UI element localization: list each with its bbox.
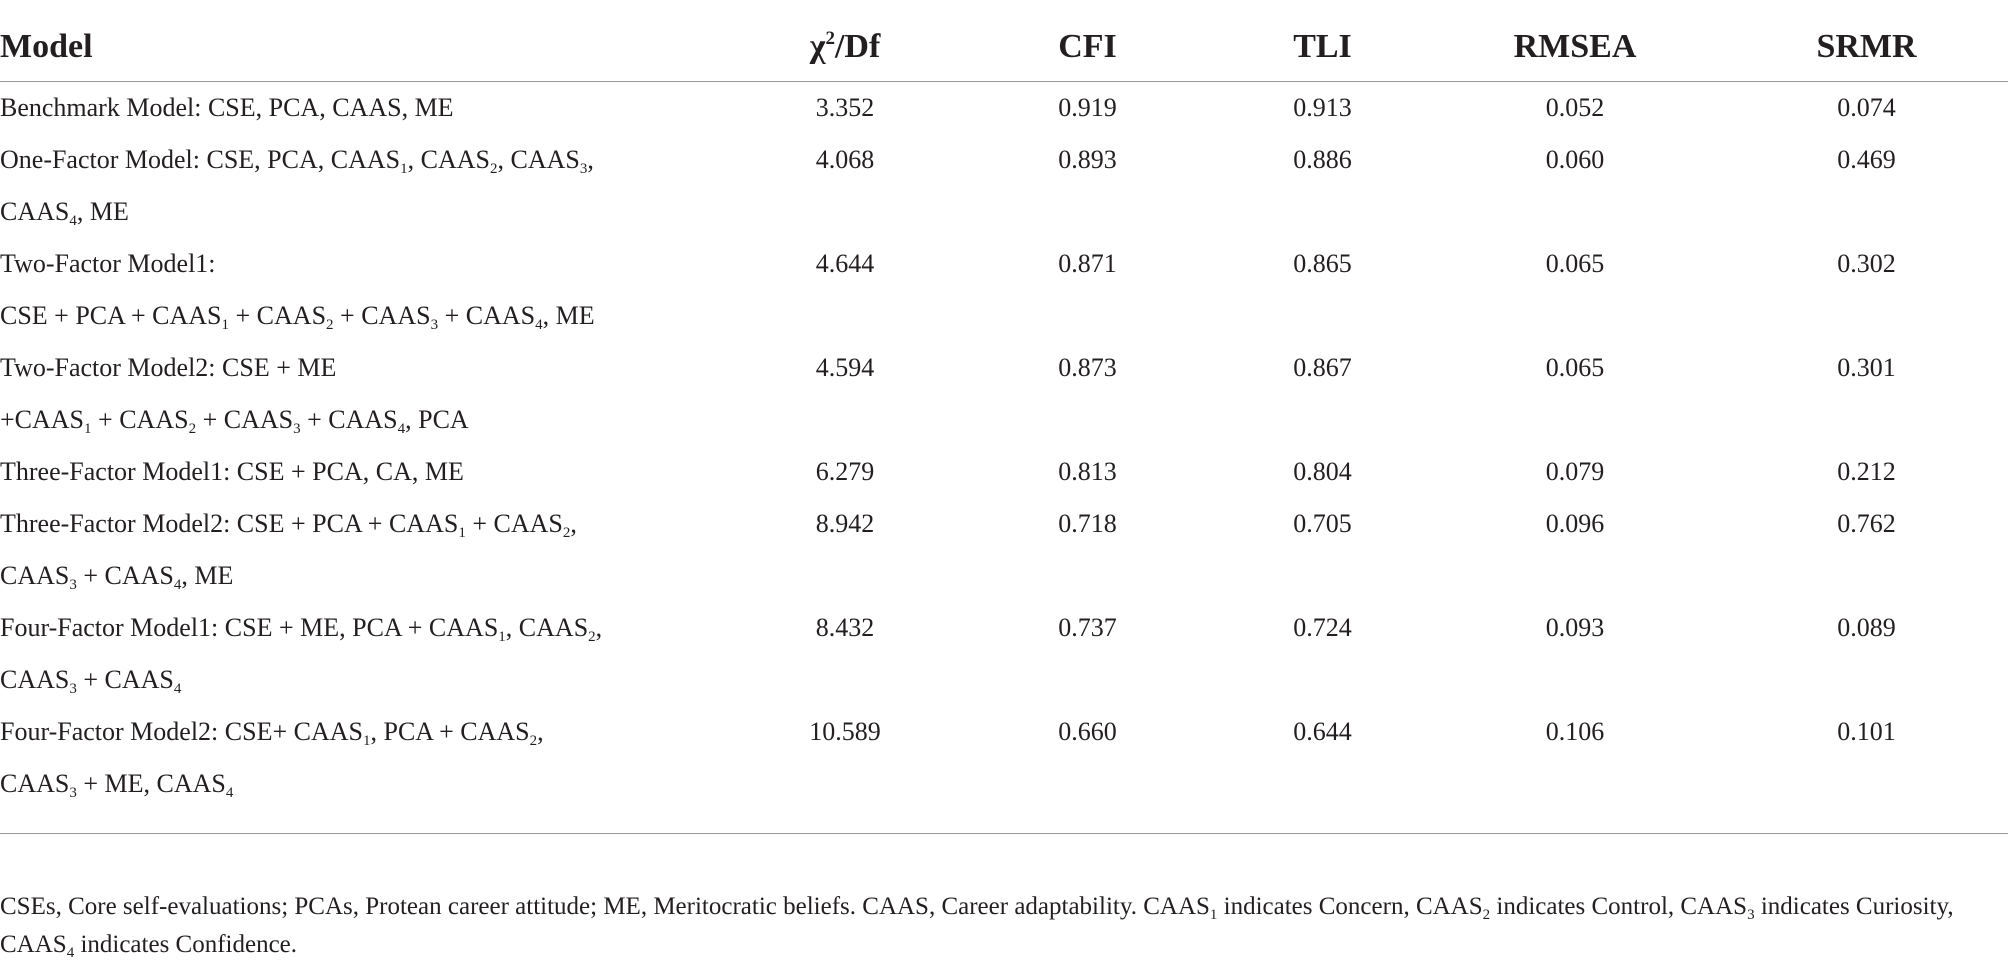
- model-line: [0, 498, 735, 550]
- chi-df-cell: 6.279: [815, 457, 875, 486]
- model-subscript: 1: [458, 525, 466, 541]
- model-cell: [0, 602, 735, 706]
- model-subscript: 4: [173, 577, 182, 593]
- table-row: [0, 134, 2008, 238]
- table-body: [0, 82, 2008, 834]
- model-text: One-Factor Model: CSE, PCA, CAAS: [0, 145, 401, 174]
- footnote-text: indicates Curiosity, CAAS: [0, 893, 1954, 958]
- footnote-subscript: 2: [1482, 907, 1491, 923]
- model-text: Three-Factor Model1: CSE + PCA, CA, ME: [0, 457, 464, 486]
- rmsea-cell: 0.096: [1545, 509, 1605, 538]
- footnote-text: indicates Confidence.: [74, 931, 298, 958]
- footnote-text: indicates Concern, CAAS: [1217, 893, 1483, 920]
- model-text: CSE + PCA + CAAS: [0, 301, 222, 330]
- model-subscript: 2: [188, 421, 197, 437]
- cfi-cell: 0.737: [1058, 613, 1117, 642]
- model-line: [0, 394, 735, 446]
- model-subscript: 2: [489, 161, 498, 177]
- model-text: + CAAS: [465, 509, 563, 538]
- model-text: ,: [570, 509, 577, 538]
- model-text: Benchmark Model: CSE, PCA, CAAS, ME: [0, 93, 454, 122]
- model-text: + CAAS: [333, 301, 431, 330]
- rmsea-cell: 0.106: [1425, 706, 1725, 834]
- model-line: [0, 758, 735, 810]
- table-row: [0, 498, 2008, 602]
- tli-cell: 0.804: [1293, 457, 1352, 486]
- tli-cell: 0.886: [1293, 145, 1352, 174]
- model-text: ,: [587, 145, 594, 174]
- model-cell: [0, 134, 735, 238]
- model-text: Four-Factor Model2: CSE+ CAAS: [0, 717, 363, 746]
- model-subscript: 4: [397, 421, 406, 437]
- tli-cell: 0.913: [1293, 93, 1352, 122]
- tli-cell: 0.724: [1293, 613, 1352, 642]
- chi-df-cell: 8.432: [815, 613, 875, 642]
- model-text: Two-Factor Model1:: [0, 249, 216, 278]
- model-line: [0, 654, 735, 706]
- tli-cell: 0.867: [1293, 353, 1352, 382]
- srmr-cell: 0.212: [1837, 457, 1896, 486]
- header-srmr: SRMR: [1725, 12, 2008, 82]
- model-subscript: 1: [221, 317, 230, 333]
- model-text: ,: [595, 613, 603, 642]
- model-line: [0, 342, 735, 394]
- model-text: + CAAS: [76, 561, 174, 590]
- chi-df-cell: 4.068: [815, 145, 875, 174]
- model-text: + CAAS: [76, 665, 174, 694]
- srmr-cell: 0.074: [1837, 93, 1896, 122]
- model-text: CAAS: [0, 665, 70, 694]
- model-text: + CAAS: [438, 301, 536, 330]
- header-df: /Df: [834, 27, 881, 65]
- table-row: [0, 602, 2008, 706]
- model-subscript: 1: [498, 629, 506, 645]
- srmr-cell: 0.089: [1837, 613, 1896, 642]
- model-text: , ME: [181, 561, 234, 590]
- header-model: Model: [0, 12, 735, 82]
- model-text: CAAS: [0, 769, 70, 798]
- model-text: CAAS: [0, 197, 70, 226]
- model-subscript: 3: [430, 317, 439, 333]
- table-footnote: [0, 888, 1970, 964]
- model-text: Two-Factor Model2: CSE + ME: [0, 353, 337, 382]
- model-cell: [0, 238, 735, 342]
- model-cell: [0, 498, 735, 602]
- model-subscript: 1: [362, 733, 371, 749]
- model-text: , ME: [76, 197, 129, 226]
- model-cell: [0, 82, 735, 135]
- model-text: + CAAS: [196, 405, 294, 434]
- model-text: CAAS: [0, 561, 70, 590]
- footnote-subscript: 1: [1209, 907, 1218, 923]
- rmsea-cell: 0.065: [1545, 249, 1605, 278]
- cfi-cell: 0.718: [1058, 509, 1117, 538]
- model-text: + CAAS: [229, 301, 327, 330]
- model-subscript: 2: [326, 317, 334, 333]
- chi-df-cell: 8.942: [815, 509, 875, 538]
- model-text: + CAAS: [91, 405, 189, 434]
- model-subscript: 4: [225, 785, 234, 801]
- cfi-cell: 0.873: [1058, 353, 1117, 382]
- model-text: Three-Factor Model2: CSE + PCA + CAAS: [0, 509, 459, 538]
- model-subscript: 3: [69, 681, 77, 697]
- header-row: [0, 12, 2008, 82]
- srmr-cell: 0.101: [1725, 706, 2008, 834]
- model-subscript: 1: [84, 421, 92, 437]
- model-cell: [0, 342, 735, 446]
- table-row: [0, 446, 2008, 498]
- cfi-cell: 0.871: [1058, 249, 1117, 278]
- table-row: [0, 82, 2008, 135]
- cfi-cell: 0.813: [1058, 457, 1117, 486]
- chi-df-cell: 10.589: [735, 706, 955, 834]
- footnote-subscript: 3: [1747, 907, 1755, 923]
- srmr-cell: 0.762: [1837, 509, 1896, 538]
- model-text: , CAAS: [407, 145, 490, 174]
- model-subscript: 3: [293, 421, 301, 437]
- model-text: +CAAS: [0, 405, 85, 434]
- model-subscript: 2: [529, 733, 538, 749]
- rmsea-cell: 0.060: [1545, 145, 1605, 174]
- model-text: + CAAS: [300, 405, 398, 434]
- header-cfi: CFI: [955, 12, 1220, 82]
- model-subscript: 3: [69, 577, 77, 593]
- model-subscript: 3: [579, 161, 588, 177]
- model-cell: [0, 706, 735, 834]
- footnote-text: indicates Control, CAAS: [1490, 893, 1748, 920]
- table-row: [0, 706, 2008, 834]
- header-chi-symbol: χ: [809, 27, 826, 65]
- model-subscript: 2: [588, 629, 596, 645]
- footnote-subscript: 4: [66, 945, 75, 961]
- rmsea-cell: 0.079: [1545, 457, 1605, 486]
- model-subscript: 4: [69, 213, 77, 229]
- srmr-cell: 0.302: [1837, 249, 1896, 278]
- model-line: [0, 82, 735, 134]
- model-text: , CAAS: [497, 145, 580, 174]
- model-line: [0, 186, 735, 238]
- model-subscript: 2: [562, 525, 571, 541]
- model-subscript: 3: [69, 785, 77, 801]
- model-text: Four-Factor Model1: CSE + ME, PCA + CAAS: [0, 613, 499, 642]
- model-text: + ME, CAAS: [76, 769, 226, 798]
- srmr-cell: 0.301: [1837, 353, 1896, 382]
- model-text: , PCA: [405, 405, 469, 434]
- tli-cell: 0.865: [1293, 249, 1352, 278]
- model-text: , ME: [542, 301, 595, 330]
- header-chi-df: [735, 12, 955, 82]
- model-line: [0, 602, 735, 654]
- model-subscript: 1: [400, 161, 408, 177]
- rmsea-cell: 0.052: [1545, 93, 1605, 122]
- model-line: [0, 446, 735, 498]
- tli-cell: 0.705: [1293, 509, 1352, 538]
- model-line: [0, 238, 735, 290]
- srmr-cell: 0.469: [1837, 145, 1896, 174]
- model-subscript: 4: [535, 317, 543, 333]
- model-cell: [0, 446, 735, 498]
- cfi-cell: 0.919: [1058, 93, 1117, 122]
- model-text: , PCA + CAAS: [370, 717, 530, 746]
- table-row: [0, 238, 2008, 342]
- tli-cell: 0.644: [1220, 706, 1425, 834]
- model-line: [0, 134, 735, 186]
- header-chi-superscript: 2: [825, 27, 835, 49]
- model-text: ,: [537, 717, 544, 746]
- model-line: [0, 290, 735, 342]
- rmsea-cell: 0.093: [1545, 613, 1605, 642]
- chi-df-cell: 3.352: [815, 93, 875, 122]
- model-fit-table: [0, 12, 2008, 834]
- model-subscript: 4: [173, 681, 182, 697]
- header-rmsea: RMSEA: [1425, 12, 1725, 82]
- cfi-cell: 0.660: [955, 706, 1220, 834]
- model-text: , CAAS: [505, 613, 589, 642]
- table-row: [0, 342, 2008, 446]
- model-line: [0, 706, 735, 758]
- chi-df-cell: 4.644: [815, 249, 875, 278]
- header-tli: TLI: [1220, 12, 1425, 82]
- cfi-cell: 0.893: [1058, 145, 1117, 174]
- model-line: [0, 550, 735, 602]
- chi-df-cell: 4.594: [815, 353, 875, 382]
- rmsea-cell: 0.065: [1545, 353, 1605, 382]
- footnote-text: CSEs, Core self-evaluations; PCAs, Protean career attitude; ME, Meritocratic beliefs. CAAS, Career adaptability. CAAS: [0, 893, 1210, 920]
